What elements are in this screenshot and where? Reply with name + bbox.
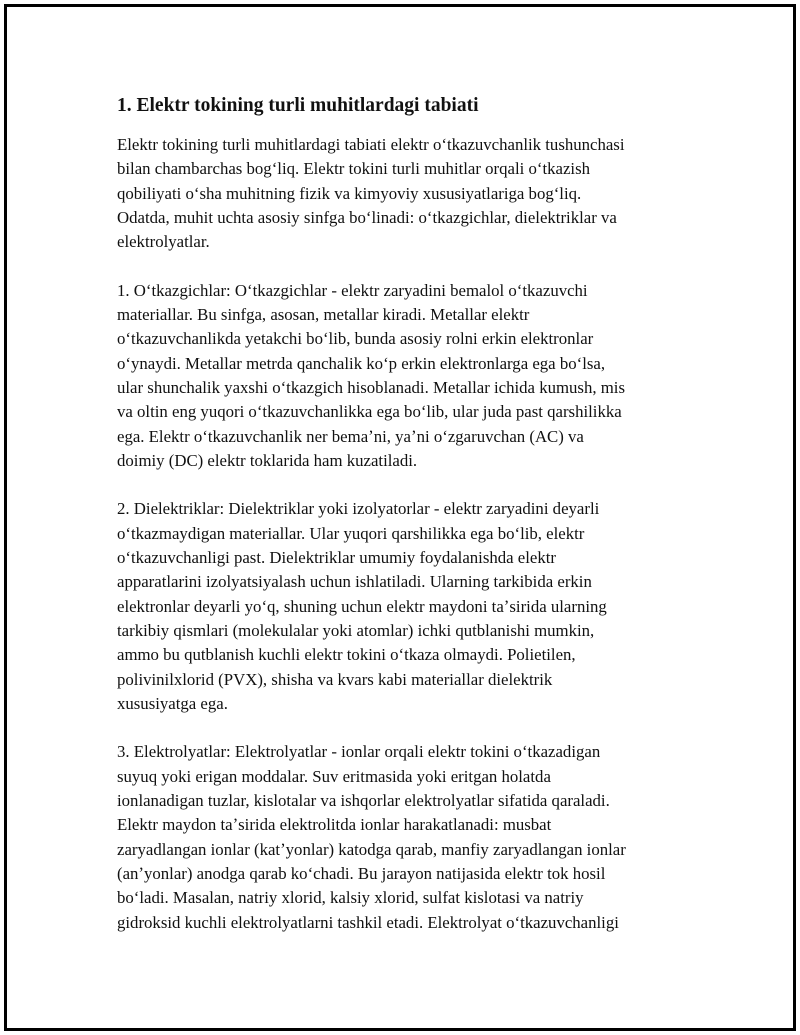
text-line: Elektr maydon taʼsirida elektrolitda ionlar harakatlanadi: musbat bbox=[117, 815, 552, 835]
text-line: apparatlarini izolyatsiyalash uchun ishlatiladi. Ularning tarkibida erkin bbox=[117, 572, 592, 592]
text-line: gidroksid kuchli elektrolyatlarni tashkil etadi. Elektrolyat oʻtkazuvchanligi bbox=[117, 912, 619, 932]
document-body bbox=[117, 93, 697, 959]
text-line: xususiyatga ega. bbox=[117, 693, 228, 713]
text-line: Odatda, muhit uchta asosiy sinfga boʻlinadi: oʻtkazgichlar, dielektriklar va bbox=[117, 207, 617, 227]
text-line: oʻtkazuvchanligi past. Dielektriklar umumiy foydalanishda elektr bbox=[117, 548, 556, 568]
text-line: oʻynaydi. Metallar metrda qanchalik koʻp erkin elektronlarga ega boʻlsa, bbox=[117, 353, 606, 373]
text-line: oʻtkazmaydigan materiallar. Ular yuqori qarshilikka ega boʻlib, elektr bbox=[117, 523, 585, 543]
text-line: polivinilxlorid (PVX), shisha va kvars kabi materiallar dielektrik bbox=[117, 669, 553, 689]
text-line: Elektr tokining turli muhitlardagi tabiati elektr oʻtkazuvchanlik tushunchasi bbox=[117, 135, 625, 154]
text-line: ammo bu qutblanish kuchli elektr tokini oʻtkaza olmaydi. Polietilen, bbox=[117, 645, 576, 665]
paragraph-intro bbox=[117, 133, 697, 254]
paragraph-dielectrics bbox=[117, 497, 697, 716]
paragraph-electrolytes bbox=[117, 740, 697, 934]
text-line: elektronlar deyarli yoʻq, shuning uchun elektr maydoni taʼsirida ularning bbox=[117, 596, 607, 616]
text-line: doimiy (DC) elektr toklarida ham kuzatiladi. bbox=[117, 450, 418, 470]
text-line: 3. Elektrolyatlar: Elektrolyatlar - ionlar orqali elektr tokini oʻtkazadigan bbox=[117, 742, 601, 762]
document-title: 1. Elektr tokining turli muhitlardagi tabiati bbox=[117, 95, 479, 116]
text-line: zaryadlangan ionlar (katʼyonlar) katodga qarab, manfiy zaryadlangan ionlar bbox=[117, 839, 626, 859]
text-line: boʻladi. Masalan, natriy xlorid, kalsiy xlorid, sulfat kislotasi va natriy bbox=[117, 888, 584, 908]
text-line: materiallar. Bu sinfga, asosan, metallar kiradi. Metallar elektr bbox=[117, 305, 530, 325]
text-line: ular shunchalik yaxshi oʻtkazgich hisoblanadi. Metallar ichida kumush, mis bbox=[117, 377, 625, 397]
text-line: va oltin eng yuqori oʻtkazuvchanlikka ega boʻlib, ular juda past qarshilikka bbox=[117, 402, 622, 422]
text-line: bilan chambarchas bogʻliq. Elektr tokini turli muhitlar orqali oʻtkazish bbox=[117, 159, 591, 179]
text-line: (anʼyonlar) anodga qarab koʻchadi. Bu jarayon natijasida elektr tok hosil bbox=[117, 863, 606, 883]
text-line: ega. Elektr oʻtkazuvchanlik ner bemaʼni, yaʼni oʻzgaruvchan (AC) va bbox=[117, 426, 584, 446]
text-line: 1. Oʻtkazgichlar: Oʻtkazgichlar - elektr zaryadini bemalol oʻtkazuvchi bbox=[117, 280, 588, 300]
text-line: qobiliyati oʻsha muhitning fizik va kimyoviy xususiyatlariga bogʻliq. bbox=[117, 183, 582, 203]
text-line: suyuq yoki erigan moddalar. Suv eritmasida yoki eritgan holatda bbox=[117, 766, 551, 786]
text-line: elektrolyatlar. bbox=[117, 232, 210, 252]
text-line: 2. Dielektriklar: Dielektriklar yoki izolyatorlar - elektr zaryadini deyarli bbox=[117, 499, 600, 519]
paragraph-conductors bbox=[117, 279, 697, 473]
text-line: tarkibiy qismlari (molekulalar yoki atomlar) ichki qutblanishi mumkin, bbox=[117, 620, 595, 640]
text-line: ionlanadigan tuzlar, kislotalar va ishqorlar elektrolyatlar sifatida qaraladi. bbox=[117, 791, 610, 811]
text-line: oʻtkazuvchanlikda yetakchi boʻlib, bunda asosiy rolni erkin elektronlar bbox=[117, 329, 594, 349]
